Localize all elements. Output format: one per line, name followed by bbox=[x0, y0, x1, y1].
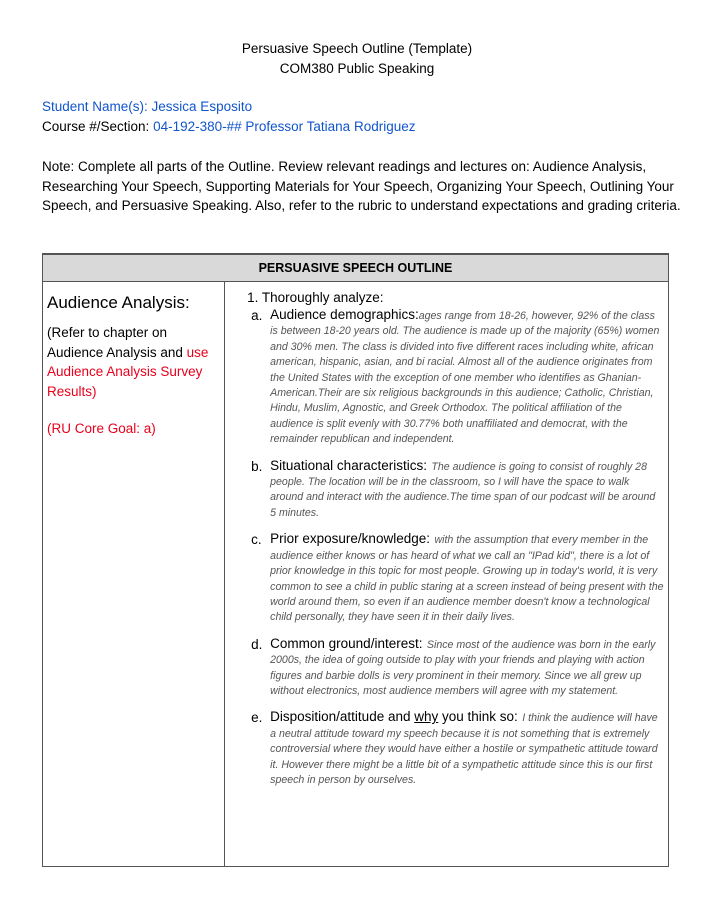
item-label: Audience demographics: bbox=[270, 307, 419, 322]
item-answer: The audience is going to consist of roughly 28 people. The location will be in the classroom, so I will have the space to walk around and interact with the audience.The time span of our podcast will be around 5 minutes. bbox=[270, 460, 656, 519]
item-letter: d. bbox=[251, 636, 263, 652]
course-title: COM380 Public Speaking bbox=[279, 61, 435, 76]
item-label bbox=[270, 709, 518, 724]
item-answer: I think the audience will have a neutral attitude toward my speech because it is not something that is extremely controversial where they would have either a hostile or sympathetic attitude toward it. However there might be a little bit of a sympathetic attitude since this is our first speech in person by ourselves. bbox=[270, 712, 658, 786]
document-title: Persuasive Speech Outline (Template) bbox=[241, 41, 473, 56]
list-item-demographics bbox=[225, 308, 668, 447]
item-answer: ages range from 18-26, however, 92% of the class is between 18-20 years old. The audience is made up of the majority (65%) women and 30% men. The class is divided into five different races including white, african american, hispanic, asian, and bi racial. Almost all of the audience originates from the United States with the exception of one member who identifies as Ghanian-American.Their are six religious backgrounds in this audience; Catholic, Christian, Hindu, Muslim, Agnostic, and Greek Orthodox. The political affiliation of the audience is split evenly with 30.77% both unaffiliated and democrat, with the remainder republican and independent. bbox=[270, 310, 660, 446]
item-letter: a. bbox=[251, 308, 263, 323]
outline-table bbox=[42, 253, 669, 867]
list-item-common-ground bbox=[225, 637, 668, 699]
item-answer: with the assumption that every member in the audience either knows or has heard of what we call an "IPad kid", there is a lot of prior knowledge in this topic for most people. Growing up in today's world, it is very common to see a child in public staring at a screen instead of being present with the world around them, so even if an audience member doesn't know a technological child personally, they have seen it in their daily lives. bbox=[270, 534, 664, 624]
item-letter: e. bbox=[251, 710, 263, 726]
student-name: Student Name(s): Jessica Esposito bbox=[42, 99, 253, 114]
audience-analysis-cell bbox=[43, 282, 225, 867]
list-item-situational bbox=[225, 459, 668, 521]
item-label: Prior exposure/knowledge: bbox=[270, 531, 430, 547]
reference-survey-text: use Audience Analysis Survey Results) bbox=[47, 344, 209, 399]
list-item-disposition bbox=[225, 710, 668, 787]
item-letter: c. bbox=[251, 532, 262, 548]
analysis-answers-cell bbox=[225, 282, 669, 867]
item-answer: Since most of the audience was born in the early 2000s, the idea of going outside to play with your friends and playing with action figures and barbie dolls is very prominent in their memory. Since we all grew up without electronics, most audience members will agree with my statement. bbox=[270, 638, 656, 697]
label-underlined: why bbox=[414, 709, 439, 725]
item-label: Situational characteristics: bbox=[270, 457, 427, 473]
item-label: Common ground/interest: bbox=[270, 635, 423, 651]
label-part: you think so: bbox=[438, 709, 518, 725]
label-part: Disposition/attitude and bbox=[270, 709, 415, 725]
audience-analysis-title: Audience Analysis: bbox=[47, 293, 190, 312]
core-goal: (RU Core Goal: a) bbox=[47, 421, 156, 436]
course-section bbox=[42, 119, 415, 134]
course-section-label: Course #/Section: bbox=[42, 119, 154, 134]
item-letter: b. bbox=[251, 458, 263, 474]
list-heading: 1. Thoroughly analyze: bbox=[247, 290, 384, 305]
instructions-note: Note: Complete all parts of the Outline. Review relevant readings and lectures on: Audience Analysis, Researching Your Speech, Supporting Materials for Your Speech, Organizing Your Speech, Outlining Your Speech, and Persuasive Speaking. Also, refer to the rubric to understand expectations and grading criteria. bbox=[42, 159, 681, 213]
list-item-prior-knowledge bbox=[225, 532, 668, 624]
outline-table-header: PERSUASIVE SPEECH OUTLINE bbox=[43, 254, 669, 282]
reference-text: (Refer to chapter on Audience Analysis and bbox=[47, 325, 187, 360]
course-section-value: 04-192-380-## Professor Tatiana Rodriguez bbox=[153, 119, 416, 134]
audience-analysis-reference bbox=[47, 323, 224, 401]
